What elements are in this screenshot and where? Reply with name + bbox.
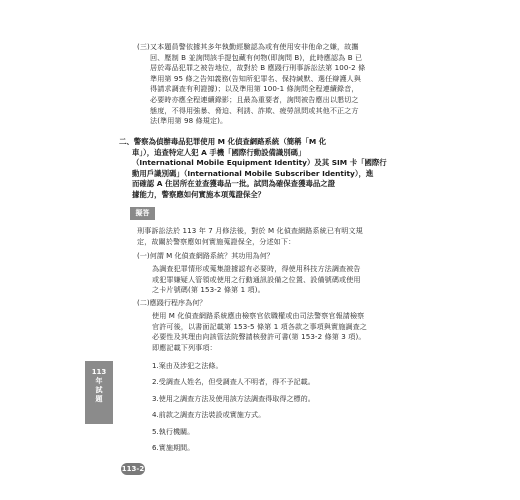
question-line: （International Mobile Equipment Identity）及其 SIM 卡「國際行 xyxy=(132,158,387,168)
text-line: 居於毒品犯罪之被告地位，故對於 B 應踐行刑事訴訟法第 100-2 條 xyxy=(150,63,366,73)
question-line: 車」），追查特定人犯 A 手機「國際行動設備識別碼」 xyxy=(132,147,306,157)
side-tab-char: 試 xyxy=(95,386,103,394)
subheading-1-body xyxy=(152,264,412,296)
list-item: 3.使用之調查方法及使用該方法調查得取得之標的。 xyxy=(152,393,315,403)
side-tab-char: 題 xyxy=(95,395,103,403)
numbered-list xyxy=(152,361,315,459)
answer-intro xyxy=(137,226,407,247)
text-line: 刑事訴訟法於 113 年 7 月修法後，對於 M 化偵查網路系統已有明文規 xyxy=(137,226,363,235)
text-line: 為調查犯罪情形或蒐集證據認有必要時，得使用科技方法調查被告 xyxy=(152,264,361,273)
text-line: (三)又本題員警依據其多年執勤經驗認為或有使用安非他命之嫌，故攜 xyxy=(137,42,359,51)
text-line: 必要性及其理由向該管法院聲請核發許可書(第 153-2 條第 3 項)。 xyxy=(152,332,366,342)
text-line: 定，故關於警察應如何實施蒐證保全，分述如下： xyxy=(137,236,296,246)
list-item: 2.受調查人姓名，但受調查人不明者，得不予記載。 xyxy=(152,377,315,387)
question-line: 動用戶識別碼」（International Mobile Subscriber Identity），進 xyxy=(132,168,374,178)
text-line: 必要時亦應全程連續錄影；且最為重要者，詢問被告應出以懇切之 xyxy=(150,94,359,104)
answer-label-badge: 擬答 xyxy=(130,207,155,220)
text-line: 得請求調查有利證據)；以及準用第 100-1 條詢問全程連續錄音， xyxy=(150,84,359,94)
text-line: 官許可後，以書面記載第 153-5 條第 1 項各款之事項與實施調查之 xyxy=(152,321,367,331)
list-item: 1.案由及涉犯之法條。 xyxy=(152,361,223,370)
text-line: 法(準用第 98 條規定)。 xyxy=(150,116,228,126)
list-item: 5.執行機關。 xyxy=(152,426,195,436)
question-block xyxy=(119,137,411,201)
list-item: 6.實施期間。 xyxy=(152,442,195,452)
intro-paragraph xyxy=(137,42,399,127)
question-line: 據能力，警察應如何實施本項蒐證保全？ xyxy=(132,189,266,199)
text-line: 回、壓制 B 並詢問該手提包藏有何物(即詢問 B)，此時應認為 B 已 xyxy=(150,52,363,62)
subheading-2: (二)應踐行程序為何？ xyxy=(137,298,207,307)
subheading-2-body xyxy=(152,311,412,353)
text-line: 態度，不得用強暴、脅迫、利誘、詐欺、疲勞訊問或其他不正之方 xyxy=(150,105,359,115)
text-line: 即應記載下列事項： xyxy=(152,342,217,352)
chapter-side-tab xyxy=(85,361,113,424)
page-number-badge: 113-2 xyxy=(121,465,145,473)
side-tab-year: 113 xyxy=(91,368,107,376)
text-line: 之卡片號碼(第 153-2 條第 1 項)。 xyxy=(152,285,265,295)
side-tab-char: 年 xyxy=(95,377,103,385)
subheading-1: (一)何謂 M 化偵查網路系統？其功用為何？ xyxy=(137,251,274,260)
list-item: 4.前款之調查方法裝設或實施方式。 xyxy=(152,410,266,420)
question-line: 二、警察為偵辦毒品犯罪使用 M 化偵查網路系統（簡稱「M 化 xyxy=(119,137,327,146)
question-line: 而確認 A 住居所在並查獲毒品一批。試問為確保查獲毒品之證 xyxy=(132,179,336,189)
text-line: 準用第 95 條之告知義務(告知所犯罪名、保持緘默、選任辯護人與 xyxy=(150,73,362,83)
text-line: 使用 M 化偵查網路系統應由檢察官依職權或由司法警察官報請檢察 xyxy=(152,311,365,320)
text-line: 或犯罪嫌疑人管領或使用之行動通訊設備之位置、設備號碼或使用 xyxy=(152,274,361,284)
